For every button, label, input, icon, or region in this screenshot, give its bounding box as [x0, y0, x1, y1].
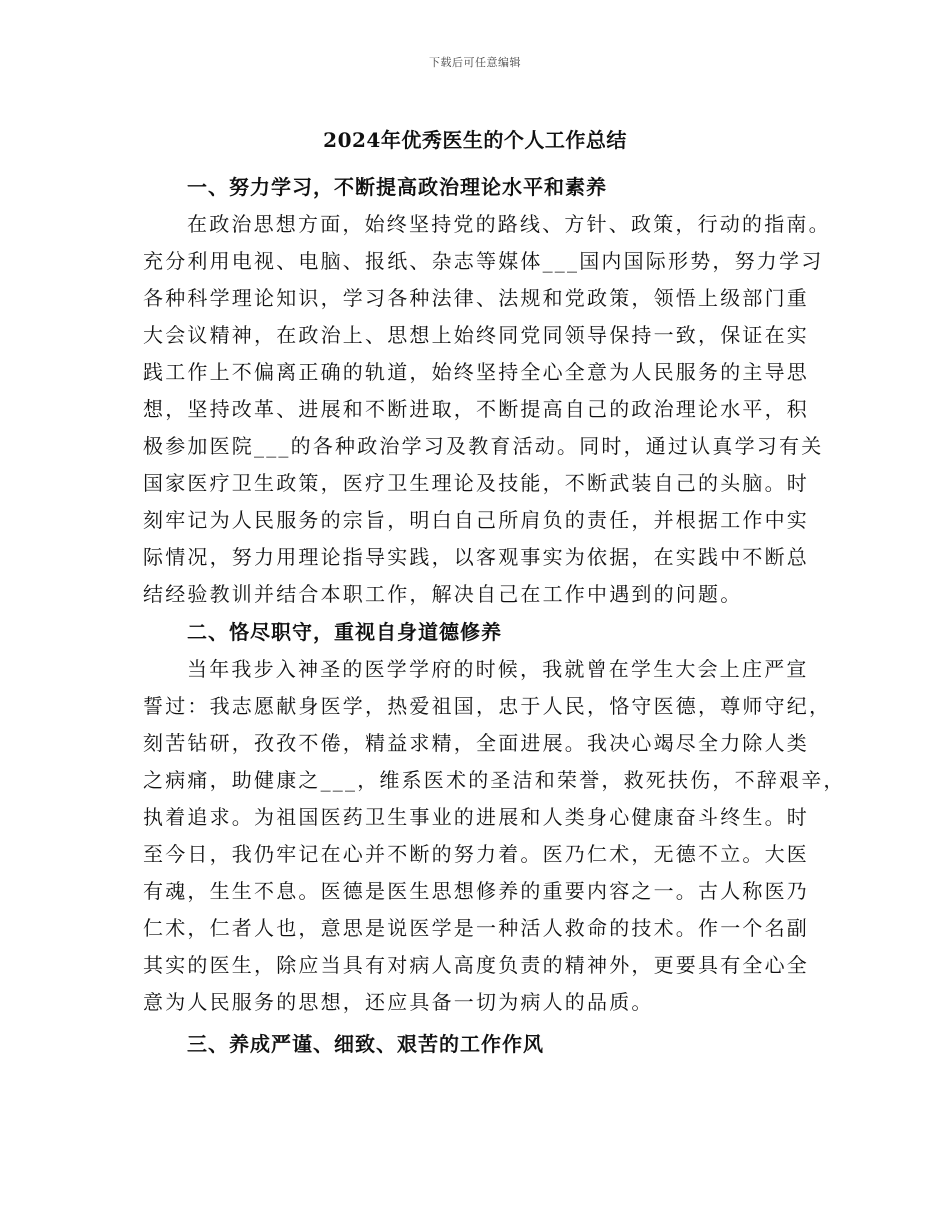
paragraph-line: 结经验教训并结合本职工作，解决自己在工作中遇到的问题。: [143, 582, 743, 606]
paragraph-line: 之病痛，助健康之___，维系医术的圣洁和荣誉，救死扶伤，不辞艰辛，: [143, 768, 846, 792]
paragraph-line: 其实的医生，除应当具有对病人高度负责的精神外，更要具有全心全: [143, 953, 809, 977]
paragraph-line: 在政治思想方面，始终坚持党的路线、方针、政策，行动的指南。: [187, 212, 831, 236]
paragraph-line: 际情况，努力用理论指导实践，以客观事实为依据，在实践中不断总: [143, 545, 809, 569]
paragraph-line: 仁术，仁者人也，意思是说医学是一种活人救命的技术。作一个名副: [143, 916, 809, 940]
paragraph-line: 当年我步入神圣的医学学府的时候，我就曾在学生大会上庄严宣: [187, 657, 809, 681]
paragraph-line: 意为人民服务的思想，还应具备一切为病人的品质。: [143, 990, 654, 1014]
header-note: 下载后可任意编辑: [429, 56, 521, 69]
paragraph-line: 想，坚持改革、进展和不断进取，不断提高自己的政治理论水平，积: [143, 397, 809, 421]
document-title: 2024年优秀医生的个人工作总结: [323, 128, 627, 152]
paragraph-line: 至今日，我仍牢记在心并不断的努力着。医乃仁术，无德不立。大医: [143, 842, 809, 866]
paragraph-line: 执着追求。为祖国医药卫生事业的进展和人类身心健康奋斗终生。时: [143, 805, 809, 829]
paragraph-line: 刻牢记为人民服务的宗旨，明白自己所肩负的责任，并根据工作中实: [143, 508, 809, 532]
paragraph-line: 践工作上不偏离正确的轨道，始终坚持全心全意为人民服务的主导思: [143, 360, 809, 384]
section-heading: 一、努力学习，不断提高政治理论水平和素养: [187, 175, 607, 199]
paragraph-line: 充分利用电视、电脑、报纸、杂志等媒体___国内国际形势，努力学习: [143, 249, 824, 273]
paragraph-line: 刻苦钻研，孜孜不倦，精益求精，全面进展。我决心竭尽全力除人类: [143, 731, 809, 755]
paragraph-line: 各种科学理论知识，学习各种法律、法规和党政策，领悟上级部门重: [143, 286, 809, 310]
paragraph-line: 有魂，生生不息。医德是医生思想修养的重要内容之一。古人称医乃: [143, 879, 809, 903]
section-paragraph: [143, 651, 846, 1021]
section-heading: 三、养成严谨、细致、艰苦的工作作风: [187, 1032, 544, 1056]
paragraph-line: 极参加医院___的各种政治学习及教育活动。同时，通过认真学习有关: [143, 434, 824, 458]
paragraph-line: 誓过：我志愿献身医学，热爱祖国，忠于人民，恪守医德，尊师守纪，: [143, 694, 832, 718]
section-paragraph: [143, 206, 831, 613]
paragraph-line: 国家医疗卫生政策，医疗卫生理论及技能，不断武装自己的头脑。时: [143, 471, 809, 495]
paragraph-line: 大会议精神，在政治上、思想上始终同党同领导保持一致，保证在实: [143, 323, 809, 347]
section-heading: 二、恪尽职守，重视自身道德修养: [187, 620, 502, 644]
document-body: [143, 168, 846, 1063]
